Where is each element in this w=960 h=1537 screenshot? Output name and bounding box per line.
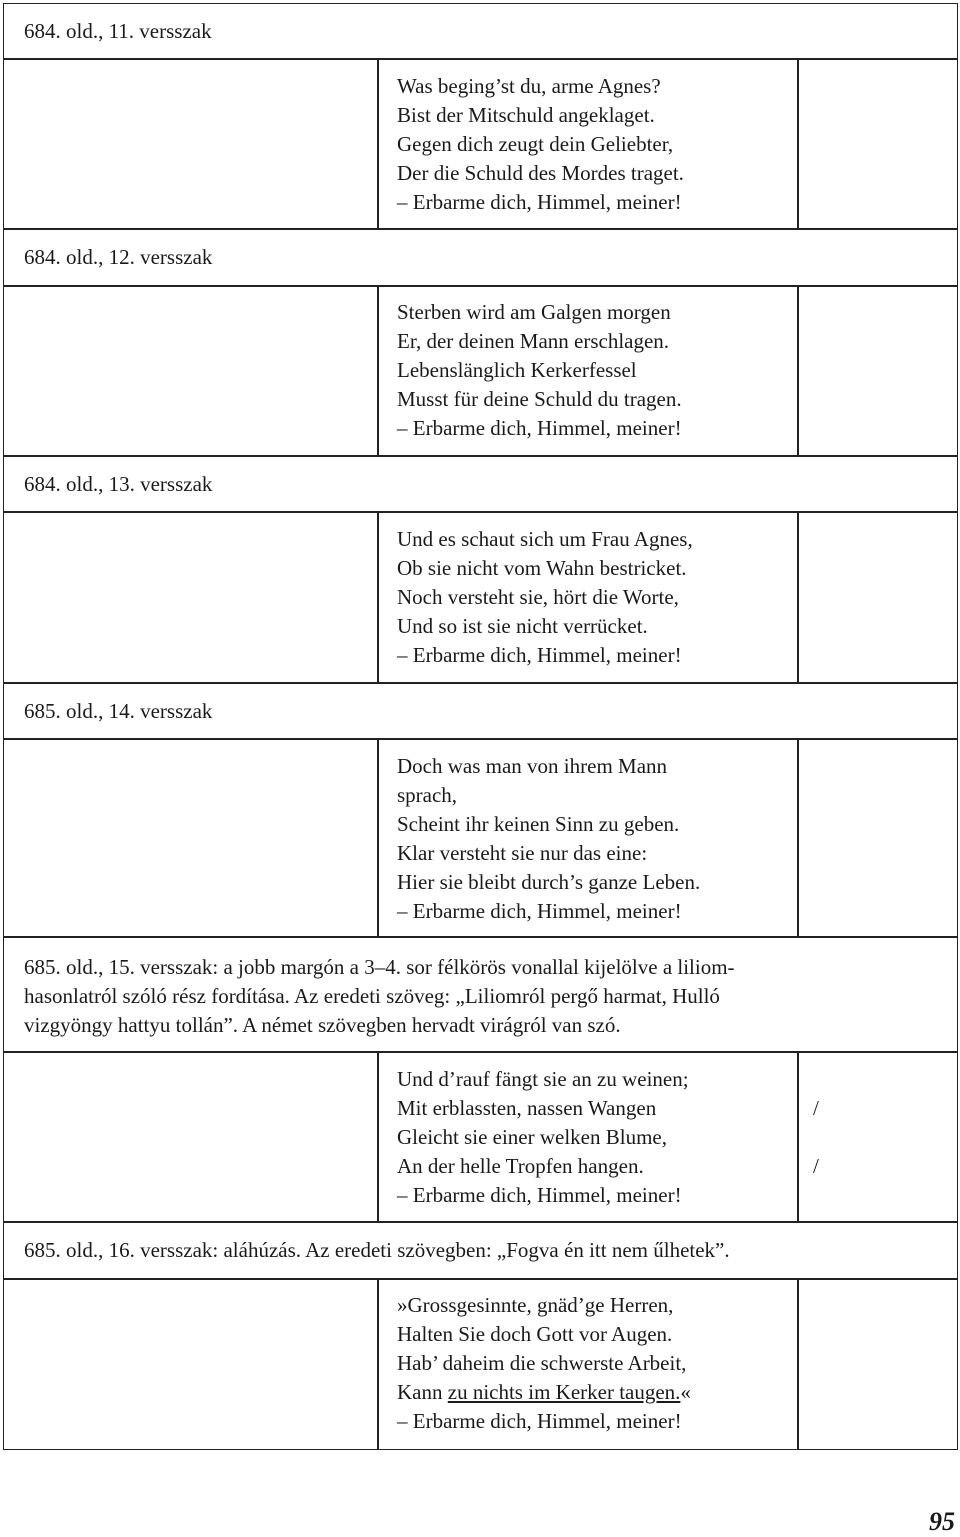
stanza-3 <box>397 525 693 670</box>
stanza-line: Lebenslänglich Kerkerfessel <box>397 358 637 382</box>
stanza-line: Der die Schuld des Mordes traget. <box>397 161 684 185</box>
stanza-refrain: – Erbarme dich, Himmel, meiner! <box>397 416 682 440</box>
stanza-line: Und d’rauf fängt sie an zu weinen; <box>397 1067 689 1091</box>
stanza-line: Hier sie bleibt durch’s ganze Leben. <box>397 870 701 894</box>
heading-line: hasonlatról szóló rész fordítása. Az eredeti szöveg: „Liliomról pergő harmat, Hulló <box>24 984 720 1008</box>
stanza-line: Bist der Mitschuld angeklaget. <box>397 103 655 127</box>
poem-left-cell-4 <box>3 738 379 938</box>
stanza-line-underlined <box>397 1378 691 1407</box>
stanza-5 <box>397 1065 689 1210</box>
margin-marks-5 <box>813 1065 819 1210</box>
stanza-line: Mit erblassten, nassen Wangen <box>397 1096 657 1120</box>
stanza-line: »Grossgesinnte, gnäd’ge Herren, <box>397 1293 674 1317</box>
section-heading-3: 684. old., 13. versszak <box>24 472 213 496</box>
margin-mark <box>813 1065 819 1094</box>
stanza-line: Was beging’st du, arme Agnes? <box>397 74 661 98</box>
stanza-line: Halten Sie doch Gott vor Augen. <box>397 1322 673 1346</box>
stanza-line: sprach, <box>397 783 458 807</box>
stanza-refrain: – Erbarme dich, Himmel, meiner! <box>397 899 682 923</box>
poem-margin-cell-6 <box>797 1278 958 1450</box>
stanza-line: Gleicht sie einer welken Blume, <box>397 1125 667 1149</box>
section-heading-1: 684. old., 11. versszak <box>24 19 212 43</box>
stanza-line: Musst für deine Schuld du tragen. <box>397 387 682 411</box>
stanza-line: Noch versteht sie, hört die Worte, <box>397 585 679 609</box>
margin-mark <box>813 1123 819 1152</box>
margin-mark <box>813 1181 819 1210</box>
poem-margin-cell-5 <box>797 1051 958 1223</box>
poem-margin-cell-3 <box>797 511 958 684</box>
poem-margin-cell-2 <box>797 285 958 457</box>
stanza-line: Gegen dich zeugt dein Geliebter, <box>397 132 674 156</box>
stanza-refrain: – Erbarme dich, Himmel, meiner! <box>397 643 682 667</box>
stanza-line: Klar versteht sie nur das eine: <box>397 841 648 865</box>
heading-line: 685. old., 15. versszak: a jobb margón a 3–4. sor félkörös vonallal kijelölve a liliom- <box>24 955 735 979</box>
stanza-line: Ob sie nicht vom Wahn bestricket. <box>397 556 687 580</box>
poem-margin-cell-4 <box>797 738 958 938</box>
heading-line: vizgyöngy hattyu tollán”. A német szövegben hervadt virágról van szó. <box>24 1013 621 1037</box>
section-heading-4: 685. old., 14. versszak <box>24 699 213 723</box>
page-number: 95 <box>929 1507 955 1536</box>
stanza-refrain: – Erbarme dich, Himmel, meiner! <box>397 190 682 214</box>
line-prefix: Kann <box>397 1380 448 1404</box>
poem-left-cell-1 <box>3 58 379 230</box>
stanza-line: Sterben wird am Galgen morgen <box>397 300 671 324</box>
poem-left-cell-2 <box>3 285 379 457</box>
line-suffix: « <box>680 1380 691 1404</box>
margin-mark: / <box>813 1154 819 1178</box>
stanza-4 <box>397 752 700 926</box>
stanza-line: Doch was man von ihrem Mann <box>397 754 668 778</box>
section-heading-6: 685. old., 16. versszak: aláhúzás. Az eredeti szövegben: „Fogva én itt nem űlhetek”. <box>24 1238 730 1262</box>
stanza-line: Er, der deinen Mann erschlagen. <box>397 329 670 353</box>
section-heading-2: 684. old., 12. versszak <box>24 245 213 269</box>
poem-left-cell-3 <box>3 511 379 684</box>
poem-left-cell-5 <box>3 1051 379 1223</box>
stanza-line: Scheint ihr keinen Sinn zu geben. <box>397 812 680 836</box>
stanza-refrain: – Erbarme dich, Himmel, meiner! <box>397 1409 682 1433</box>
stanza-refrain: – Erbarme dich, Himmel, meiner! <box>397 1183 682 1207</box>
stanza-1 <box>397 72 684 217</box>
margin-mark: / <box>813 1096 819 1120</box>
poem-margin-cell-1 <box>797 58 958 230</box>
section-heading-5 <box>24 953 929 1040</box>
stanza-line: Und so ist sie nicht verrücket. <box>397 614 648 638</box>
underlined-text: zu nichts im Kerker taugen. <box>447 1380 681 1404</box>
stanza-6 <box>397 1291 691 1436</box>
poem-left-cell-6 <box>3 1278 379 1450</box>
stanza-2 <box>397 298 682 443</box>
stanza-line: Hab’ daheim die schwerste Arbeit, <box>397 1351 687 1375</box>
stanza-line: Und es schaut sich um Frau Agnes, <box>397 527 693 551</box>
stanza-line: An der helle Tropfen hangen. <box>397 1154 644 1178</box>
